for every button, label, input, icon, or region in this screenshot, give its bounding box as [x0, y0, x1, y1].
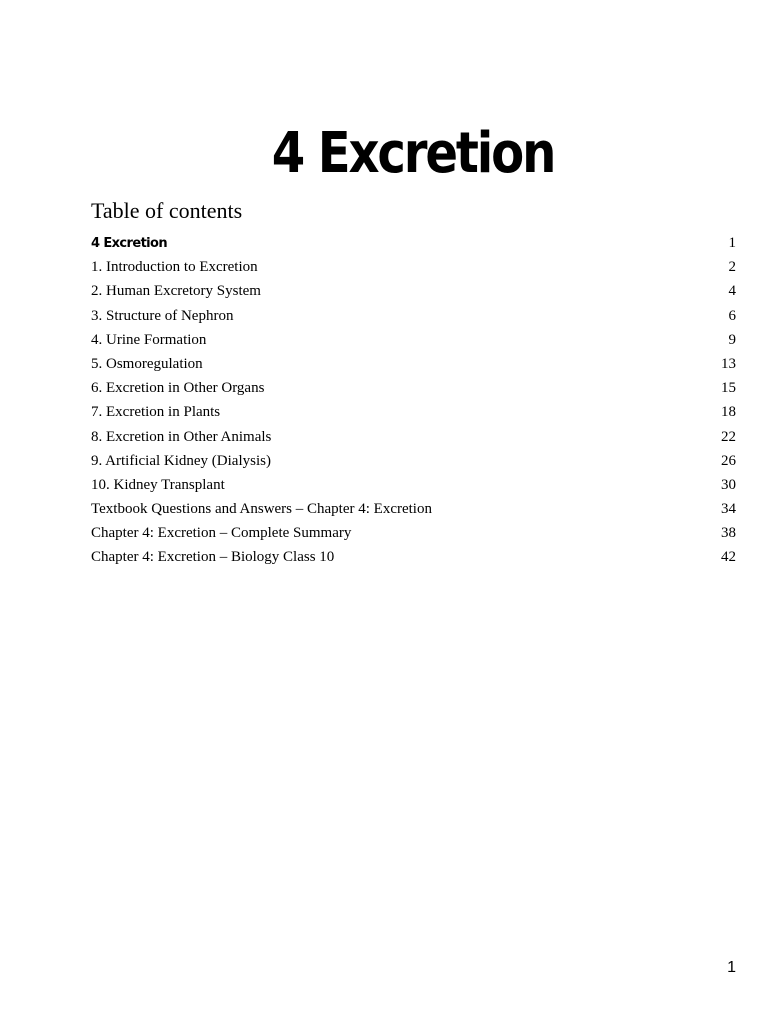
- toc-entry-page: 22: [721, 428, 736, 445]
- toc-entry-page: 26: [721, 452, 736, 469]
- toc-entry-page: 34: [721, 501, 736, 518]
- page-number: 1: [727, 959, 736, 976]
- toc-entry-page: 2: [728, 259, 736, 276]
- toc-entry-label: 4 Excretion: [91, 236, 168, 251]
- toc-entry-label: 2. Human Excretory System: [91, 283, 261, 300]
- table-of-contents: [91, 231, 736, 570]
- toc-entry-label: 6. Excretion in Other Organs: [91, 380, 265, 397]
- toc-entry-label: 4. Urine Formation: [91, 331, 207, 348]
- toc-entry-label: 5. Osmoregulation: [91, 355, 203, 372]
- toc-entry[interactable]: [91, 521, 736, 545]
- toc-entry-page: 42: [721, 549, 736, 566]
- toc-entry-page: 9: [728, 331, 736, 348]
- toc-entry-page: 30: [721, 476, 736, 493]
- toc-entry-label: 7. Excretion in Plants: [91, 404, 221, 421]
- toc-entry-page: 18: [721, 404, 736, 421]
- toc-entry[interactable]: [91, 473, 736, 497]
- toc-entry-label: Chapter 4: Excretion – Biology Class 10: [91, 549, 335, 566]
- toc-heading: Table of contents: [91, 198, 243, 223]
- toc-entry-label: 1. Introduction to Excretion: [91, 259, 258, 276]
- toc-entry-page: 15: [721, 380, 736, 397]
- toc-entry[interactable]: [91, 328, 736, 352]
- toc-entry[interactable]: [91, 449, 736, 473]
- toc-entry-page: 4: [728, 283, 736, 300]
- toc-entry-label: 8. Excretion in Other Animals: [91, 428, 272, 445]
- toc-entry[interactable]: [91, 497, 736, 521]
- toc-entry-label: 10. Kidney Transplant: [91, 476, 225, 493]
- toc-entry[interactable]: [91, 352, 736, 376]
- toc-entry[interactable]: [91, 279, 736, 303]
- toc-entry-label: 3. Structure of Nephron: [91, 307, 234, 324]
- toc-entry-page: 1: [728, 235, 736, 251]
- toc-entry-label: Chapter 4: Excretion – Complete Summary: [91, 525, 352, 542]
- toc-entry-label: Textbook Questions and Answers – Chapter 4: Excretion: [91, 501, 432, 518]
- toc-entry[interactable]: [91, 400, 736, 424]
- toc-entry[interactable]: [91, 304, 736, 328]
- toc-entry-page: 38: [721, 525, 736, 542]
- page-title: 4 Excretion: [271, 121, 555, 186]
- toc-entry-page: 6: [728, 307, 736, 324]
- toc-entry-label: 9. Artificial Kidney (Dialysis): [91, 452, 271, 469]
- toc-entry[interactable]: [91, 376, 736, 400]
- toc-entry-page: 13: [721, 355, 736, 372]
- toc-entry[interactable]: [91, 255, 736, 279]
- toc-entry-chapter[interactable]: [91, 231, 736, 255]
- toc-entry[interactable]: [91, 545, 736, 569]
- toc-entry[interactable]: [91, 425, 736, 449]
